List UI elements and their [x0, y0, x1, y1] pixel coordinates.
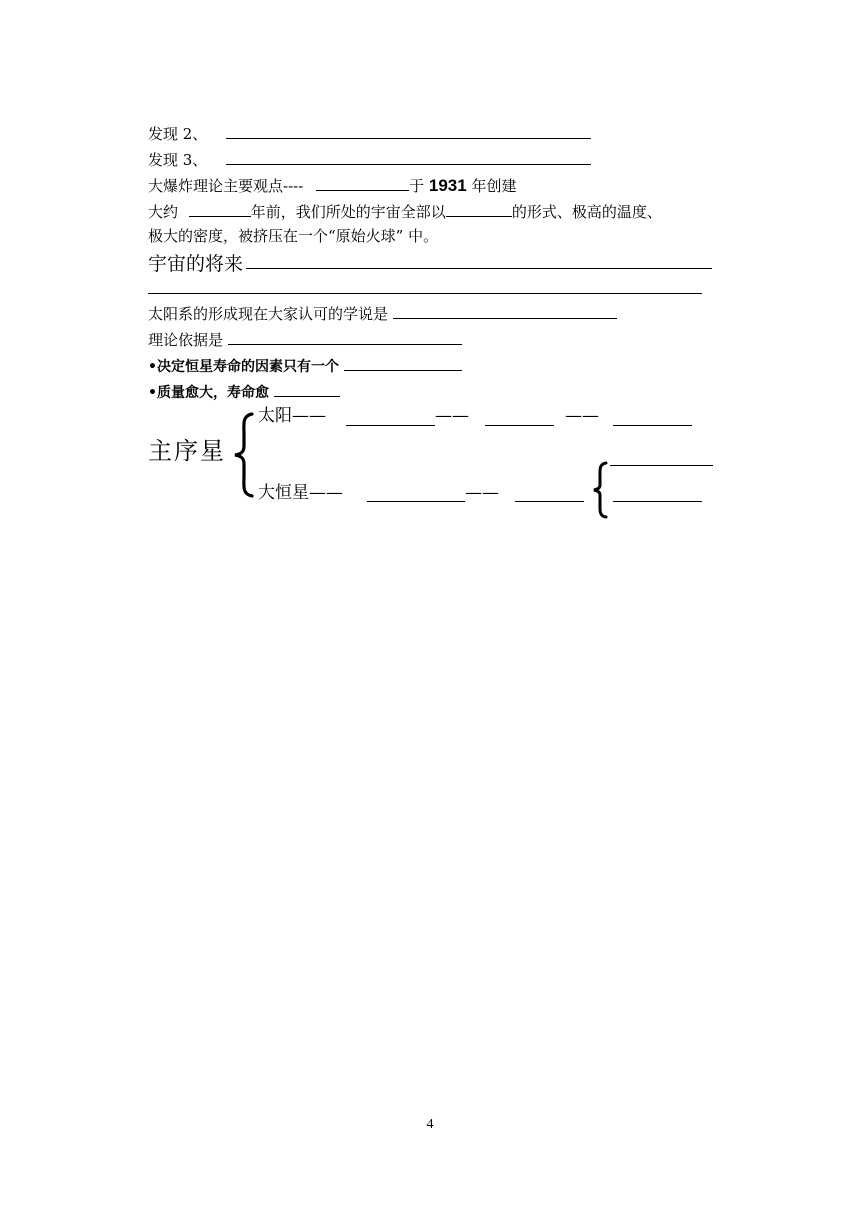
year-value: 1931: [428, 176, 467, 195]
sun-blank-3[interactable]: [613, 425, 692, 426]
big-bang-blank[interactable]: [316, 174, 409, 191]
mass-blank[interactable]: [274, 380, 340, 397]
about-line: [148, 200, 662, 222]
sun-blank-2[interactable]: [485, 425, 554, 426]
discovery-2-blank[interactable]: [226, 122, 591, 139]
about-prefix: 大约: [148, 203, 179, 221]
future-answer-line-1[interactable]: [246, 268, 712, 269]
giant-label: 大恒星——: [258, 483, 343, 503]
form-text: 的形式、极高的温度、: [511, 203, 662, 221]
sun-dash-2: ——: [565, 406, 599, 426]
right-brace-icon: [591, 461, 611, 519]
future-answer-line-2[interactable]: [148, 293, 702, 294]
big-bang-label: 大爆炸理论主要观点----: [148, 177, 304, 195]
sun-label: 太阳——: [258, 406, 326, 426]
density-line: [148, 226, 438, 246]
big-bang-line: [148, 174, 516, 196]
years-blank[interactable]: [189, 200, 251, 217]
giant-upper-blank[interactable]: [610, 465, 713, 466]
main-sequence-label: 主序星: [148, 437, 226, 465]
giant-dash: ——: [465, 483, 499, 503]
year-prefix: 于: [409, 177, 425, 195]
sun-row: [258, 405, 326, 427]
theory-basis-blank[interactable]: [228, 328, 462, 345]
discovery-3-label: 发现 3、: [148, 151, 208, 169]
mass-line: [148, 380, 340, 403]
solar-system-blank[interactable]: [393, 302, 617, 319]
page-number: 4: [426, 1117, 434, 1132]
discovery-3-blank[interactable]: [226, 148, 591, 165]
sun-dash-1: ——: [435, 406, 469, 426]
solar-system-label: 太阳系的形成现在大家认可的学说是: [148, 305, 389, 323]
giant-row: [258, 482, 343, 504]
discovery-2-line: [148, 122, 591, 144]
future-label: 宇宙的将来: [148, 253, 244, 275]
giant-lower-blank[interactable]: [613, 501, 702, 502]
theory-basis-label: 理论依据是: [148, 331, 224, 349]
future-line: [148, 252, 243, 276]
left-brace-icon: [232, 412, 258, 498]
giant-blank-2[interactable]: [515, 501, 584, 502]
theory-basis-line: [148, 328, 462, 350]
star-life-line: [148, 354, 462, 377]
discovery-2-label: 发现 2、: [148, 125, 208, 143]
form-blank[interactable]: [446, 200, 512, 217]
star-life-blank[interactable]: [344, 354, 462, 371]
density-text: 极大的密度，被挤压在一个“原始火球” 中。: [148, 227, 439, 245]
year-suffix: 年创建: [471, 177, 517, 195]
giant-blank-1[interactable]: [367, 501, 465, 502]
solar-system-line: [148, 302, 617, 324]
years-ago-text: 年前，我们所处的宇宙全部以: [250, 203, 446, 221]
sun-blank-1[interactable]: [346, 425, 435, 426]
star-life-label: •决定恒星寿命的因素只有一个: [148, 359, 339, 375]
discovery-3-line: [148, 148, 591, 170]
mass-label: •质量愈大，寿命愈: [148, 385, 269, 401]
